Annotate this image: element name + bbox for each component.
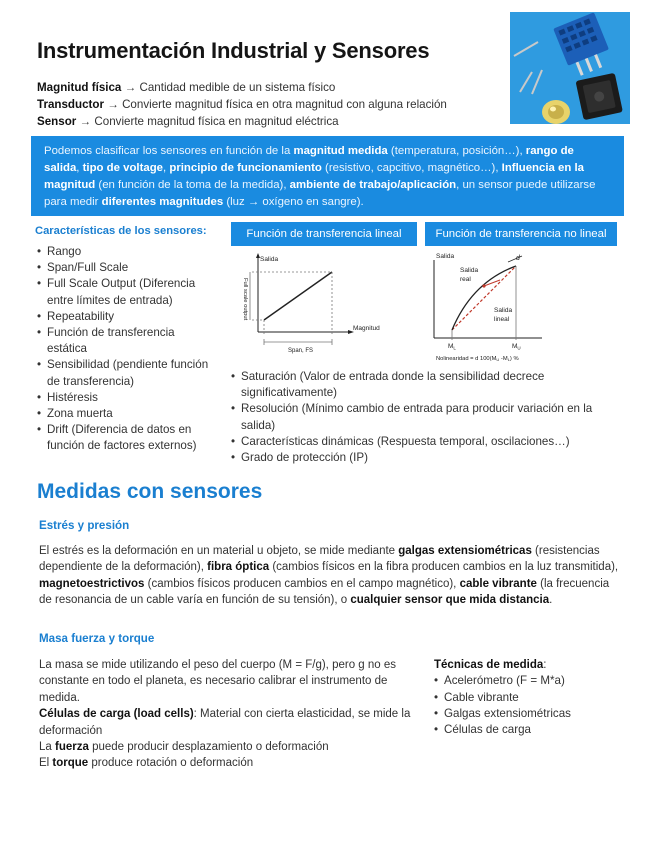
list-item: • Rango — [37, 244, 215, 260]
text-run: , un sensor puede utilizarse para medir — [44, 179, 596, 208]
text-run: , — [76, 162, 83, 174]
text-run: El estrés es la deformación en un material u objeto, se mide mediante — [39, 545, 399, 557]
list-item: • Resolución (Mínimo cambio de entrada para producir variación en la salida) — [231, 401, 621, 433]
intro-box — [31, 136, 624, 216]
masa-p4: El torque produce rotación o deformación — [39, 757, 254, 770]
definitions — [37, 79, 447, 130]
linear-span-label: Span, FS — [288, 348, 314, 354]
caracteristicas-list — [37, 244, 215, 455]
nonlinear-y-label: Salida — [436, 253, 455, 260]
text-run: (la frecuencia de resonancia de un cable varía en función de su tensión), o — [39, 577, 610, 607]
list-item: • Full Scale Output (Diferencia entre límites de entrada) — [37, 276, 215, 308]
bold-term: ambiente de trabajo/aplicación — [289, 179, 457, 191]
masa-paragraph — [39, 657, 424, 772]
caracteristicas-heading: Características de los sensores: — [35, 225, 207, 237]
tecnicas-block — [434, 657, 624, 738]
bold-term: magnetoestrictivos — [39, 577, 145, 590]
bold-term: tipo de voltage — [82, 162, 164, 174]
estres-paragraph — [39, 543, 619, 609]
page-title: Instrumentación Industrial y Sensores — [37, 38, 430, 63]
list-item: • Histéresis — [37, 390, 215, 406]
masa-p2: Células de carga (load cells): Material con cierta elasticidad, se mide la deformación — [39, 708, 411, 737]
list-item: • Galgas extensiométricas — [434, 706, 624, 722]
definition-magnitud: Magnitud física → Cantidad medible de un sistema físico — [37, 81, 336, 94]
lineal-label-2: lineal — [494, 316, 510, 323]
bold-term: magnitud medida — [293, 145, 388, 157]
definition-sensor: Sensor → Convierte magnitud física en magnitud eléctrica — [37, 115, 339, 128]
bold-term: diferentes magnitudes — [101, 196, 224, 208]
list-item: • Sensibilidad (pendiente función de transferencia) — [37, 357, 215, 389]
list-item: • Grado de protección (IP) — [231, 450, 621, 466]
bold-term: cualquier sensor que mida distancia — [350, 594, 550, 607]
text-run: (resistivo, capcitivo, magnético…), — [321, 162, 502, 174]
text-run: Podemos clasificar los sensores en función de la — [44, 145, 294, 157]
text-run: (luz → oxígeno en sangre). — [223, 196, 364, 208]
ml-label: $M_L$ — [448, 343, 456, 351]
list-item: • Zona muerta — [37, 406, 215, 422]
real-label-2: real — [460, 276, 471, 283]
lineal-label-1: Salida — [494, 307, 513, 314]
list-item: • Cable vibrante — [434, 690, 624, 706]
bold-term: fibra óptica — [207, 561, 270, 574]
list-item: • Características dinámicas (Respuesta temporal, oscilaciones…) — [231, 434, 621, 450]
masa-p3: La fuerza puede producir desplazamiento o deformación — [39, 741, 329, 754]
d-label: d — [516, 255, 520, 262]
list-item: • Span/Full Scale — [37, 260, 215, 276]
linear-y-side-label: Full scale output — [242, 278, 248, 321]
linear-x-label: Magnitud — [353, 325, 380, 332]
list-item: • Acelerómetro (F = M*a) — [434, 673, 624, 689]
list-item: • Función de transferencia estática — [37, 325, 215, 357]
mu-label: $M_U$ — [512, 343, 521, 351]
list-item: • Drift (Diferencia de datos en función de factores externos) — [37, 422, 215, 454]
sensor-image — [510, 12, 630, 124]
text-run: . — [549, 594, 553, 607]
linear-transfer-diagram — [228, 250, 418, 360]
linear-y-label: Salida — [260, 256, 279, 263]
tab-transferencia-no-lineal: Función de transferencia no lineal — [425, 222, 617, 246]
estres-heading: Estrés y presión — [39, 519, 130, 532]
text-run: (cambios físicos producen cambios en el campo magnético), — [144, 577, 460, 590]
tecnicas-list — [434, 673, 624, 738]
masa-p1: La masa se mide utilizando el peso del cuerpo (M = F/g), pero g no es constante en todo el planeta, es necesario calibrar el instrumento de medida. — [39, 659, 397, 704]
definition-transductor: Transductor → Convierte magnitud física en otra magnitud con alguna relación — [37, 98, 447, 111]
real-label-1: Salida — [460, 267, 479, 274]
tab-transferencia-lineal: Función de transferencia lineal — [231, 222, 417, 246]
tecnicas-heading: Técnicas de medida: — [434, 659, 547, 671]
masa-heading: Masa fuerza y torque — [39, 632, 155, 645]
text-run: , — [163, 162, 170, 174]
text-run: (resistencias dependiente de la deformación), — [39, 545, 600, 574]
list-item: • Repeatability — [37, 309, 215, 325]
sensor-illustration — [510, 12, 630, 124]
bold-term: Influencia en la magnitud — [44, 162, 584, 191]
caracteristicas-list-2 — [231, 369, 621, 466]
text-run: (en función de la toma de la medida), — [95, 179, 290, 191]
list-item: • Células de carga — [434, 722, 624, 738]
bold-term: cable vibrante — [459, 577, 537, 590]
list-item: • Saturación (Valor de entrada donde la sensibilidad decrece significativamente) — [231, 369, 621, 401]
bold-term: rango de salida — [44, 145, 574, 174]
section-title: Medidas con sensores — [37, 480, 263, 503]
nonlinearity-formula: Nolinearidad = d $100(M_U$ $-M_L$) % — [436, 356, 519, 363]
text-run: (cambios físicos en la fibra producen cambios en la luz transmitida), — [269, 561, 619, 574]
bold-term: galgas extensiométricas — [398, 545, 532, 557]
intro-text — [44, 145, 595, 208]
bold-term: principio de funcionamiento — [169, 162, 322, 174]
nonlinear-transfer-diagram — [424, 250, 624, 365]
text-run: (temperatura, posición…), — [387, 145, 526, 157]
